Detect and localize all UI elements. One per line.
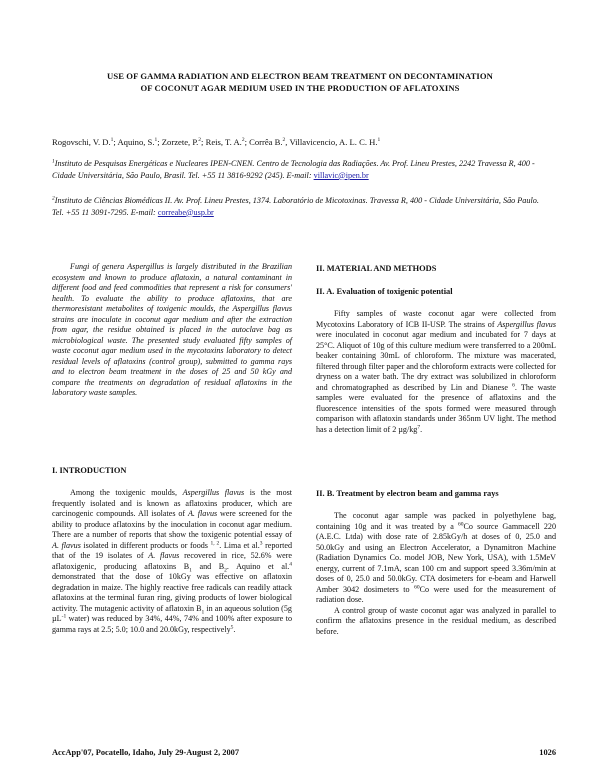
email-link[interactable]: villavic@ipen.br (313, 170, 369, 180)
author: Villavicencio, A. L. C. H. (289, 137, 378, 147)
paper-title (40, 70, 560, 94)
title-line-2: OF COCONUT AGAR MEDIUM USED IN THE PRODUCTION OF AFLATOXINS (140, 83, 460, 93)
paragraph: The coconut agar sample was packed in polyethylene bag, containing 10g and it was treated by a $^{60}$Co source Gammacell 220 (A.E.C. Ltda) with dose rate of 2.85kGy/h at doses of 0, 25.0 and 50.0kGy and using an Electron Accelerator, a Dynamitron Machine (Radiation Dynamics Co. model JOB, New York, USA), with 1.5MeV energy, current of 7.1mA, scan 100 cm and support speed 3.36m/min at doses of 0, 25.0 and 50.0kGy. CTA dosimeters for e-beam and Harwell Amber 3042 dosimeters to $^{60}$Co were used for the measurement of radiation dose. (316, 511, 556, 604)
page-number: 1026 (539, 748, 556, 757)
methods-b-body (316, 511, 556, 637)
author-affil-mark: 1 (110, 137, 114, 144)
affiliation-mark: 1 (52, 158, 55, 165)
paragraph: A control group of waste coconut agar was analyzed in parallel to confirm the aflatoxins presence in the residual medium, as described before. (316, 605, 556, 636)
author: Corrêa B. (249, 137, 283, 147)
author: Zorzete, P. (161, 137, 199, 147)
author-affil-mark: 1 (154, 137, 158, 144)
affiliation-text: Instituto de Ciências Biomédicas II. Av. Prof. Lineu Prestes, 1374. Laboratório de Micotoxinas. Travessa R, 400 - Cidade Universitária, São Paulo. Tel. +55 11 3091-7295. E-mail: (52, 196, 539, 217)
affiliation-text: Instituto de Pesquisas Energéticas e Nucleares IPEN-CNEN. Centro de Tecnologia das Radiações. Av. Prof. Lineu Prestes, 2242 Travessa R, 400 - Cidade Universitária, São Paulo, Brasil. Tel. +55 11 3816-9292 (245). E-mail: (52, 159, 535, 180)
author-affil-mark: 1 (377, 137, 381, 144)
author: Aquino, S. (117, 137, 155, 147)
conference-footer: AccApp'07, Pocatello, Idaho, July 29-August 2, 2007 (52, 748, 240, 757)
author-list: Rogovschi, V. D.$^1$; Aquino, S.$^1$; Zorzete, P.$^2$; Reis, T. A.$^2$; Corrêa B.$^2$, Villavicencio, A. L. C. H.$^1$ (52, 137, 381, 147)
author-affil-mark: 2 (241, 137, 245, 144)
paragraph: Fifty samples of waste coconut agar were collected from Mycotoxins Laboratory of ICB II-USP. The strains of Aspergillus flavus were inoculated in coconut agar medium and incubated for 7 days at 25°C. Aliquot of 10g of this culture medium were transferred to a 200mL beaker containing 30mL of chloroform. The mixture was macerated, filtered through filter paper and the chloroform extracts were collected for dryness on a water bath. The dry extract was solubilized in chloroform and chromatographed as described by Lin and Dianese $^6$. The waste samples were evaluated for the presence of aflatoxins and the fluorescence intensities of the spots formed were measured through comparison with aflatoxin standards under 365nm UV light. The method has a detection limit of 2 $\mu g/kg^7$. (316, 309, 557, 434)
paragraph: Among the toxigenic moulds, Aspergillus flavus is the most frequently isolated and is known as aflatoxins producer, which are carcinogenic compounds. All isolates of A. flavus were screened for the ability to produce aflatoxins by the inoculation in coconut agar medium. There are a number of reports that show the toxigenic potential essay of A. flavus isolated in different products or foods $^{1, 2}$. Lima et al.$^3$ reported that of the 19 isolates of A. flavus recovered in rice, 52.6% were aflatoxigenic, producing aflatoxins $B_1$ and $B_2$. Aquino et al.$^4$ demonstrated that the dose of 10kGy was effective on aflatoxin degradation in maize. The highly reactive free radicals can readily attack aflatoxins at the terminal furan ring, giving products of lower biological activity. The mutagenic activity of aflatoxin $B_1$ in an aqueous solution (5g µL$^{-1}$ water) was reduced by 34%, 44%, 74% and 100% after exposure to gamma rays at 2.5; 5.0; 10.0 and 20.0kGy, respectively$^5$. (52, 488, 293, 634)
section-heading-introduction: I. INTRODUCTION (52, 466, 127, 475)
introduction-body (52, 488, 292, 635)
email-link[interactable]: correabe@usp.br (157, 207, 214, 217)
section-heading-methods: II. MATERIAL AND METHODS (316, 264, 437, 273)
affiliation-1 (52, 158, 552, 181)
affiliation-mark: 2 (52, 195, 55, 202)
methods-a-body (316, 309, 556, 435)
affiliation-2 (52, 195, 552, 218)
author: Reis, T. A. (205, 137, 242, 147)
subsection-heading-b: II. B. Treatment by electron beam and gamma rays (316, 489, 499, 498)
title-line-1: USE OF GAMMA RADIATION AND ELECTRON BEAM TREATMENT ON DECONTAMINATION (107, 71, 493, 81)
author: Rogovschi, V. D. (52, 137, 111, 147)
subsection-heading-a: II. A. Evaluation of toxigenic potential (316, 287, 453, 296)
author-affil-mark: 2 (198, 137, 202, 144)
abstract: Fungi of genera Aspergillus is largely distributed in the Brazilian ecosystem and known to produce aflatoxin, a natural contaminant in different food and feed commodities that represent a risk for consumers' health. To evaluate the ability to produce aflatoxins, that are thermoresistant metabolites of toxigenic moulds, the Aspergillus flavus strains are inoculate in coconut agar medium and after the extraction from agar, the residue obtained is placed in the autoclave bag as microbiological waste. The presented study evaluated fifty samples of waste coconut agar medium used in the mycotoxins laboratory to detect residual levels of aflatoxins (control group), submitted to gamma rays and to electron beam treatment in the doses of 25 and 50 kGy and compare the treatments on degradation of residual aflatoxins in the laboratory waste samples. (52, 262, 292, 397)
author-affil-mark: 2 (282, 137, 286, 144)
